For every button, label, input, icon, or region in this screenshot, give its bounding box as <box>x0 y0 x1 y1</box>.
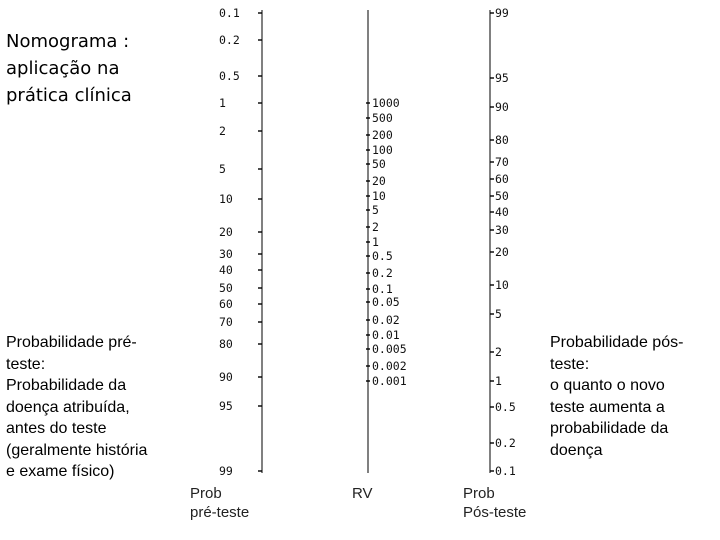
pre-test-tick-label: 20 <box>219 225 233 239</box>
pre-test-tick-label: 40 <box>219 263 233 277</box>
post-test-tick-label: 40 <box>495 205 509 219</box>
rv-axis-caption: RV <box>352 485 373 502</box>
post-test-tick-label: 0.2 <box>495 436 516 450</box>
pre-test-tick-label: 80 <box>219 337 233 351</box>
pre-test-tick-label: 70 <box>219 315 233 329</box>
post-test-tick-label: 30 <box>495 223 509 237</box>
post-test-tick-label: 20 <box>495 245 509 259</box>
post-test-tick-label: 60 <box>495 172 509 186</box>
post-test-tick-label: 5 <box>495 307 502 321</box>
rv-tick-label: 0.002 <box>372 359 407 373</box>
rv-tick-label: 1000 <box>372 96 400 110</box>
rv-tick-label: 0.1 <box>372 282 393 296</box>
rv-tick-label: 10 <box>372 189 386 203</box>
pre-test-tick-label: 2 <box>219 124 226 138</box>
pre-test-ticks <box>219 6 262 478</box>
rv-tick-label: 0.01 <box>372 328 400 342</box>
rv-tick-label: 0.05 <box>372 295 400 309</box>
rv-tick-label: 0.005 <box>372 342 407 356</box>
pre-test-tick-label: 90 <box>219 370 233 384</box>
post-test-tick-label: 95 <box>495 71 509 85</box>
rv-ticks <box>366 96 407 388</box>
post-test-tick-label: 1 <box>495 374 502 388</box>
post-test-tick-label: 10 <box>495 278 509 292</box>
pre-test-tick-label: 0.5 <box>219 69 240 83</box>
post-test-axis-caption: Prob Pós-teste <box>463 485 527 521</box>
post-test-ticks <box>490 6 516 478</box>
post-test-tick-label: 0.1 <box>495 464 516 478</box>
pre-test-tick-label: 50 <box>219 281 233 295</box>
pre-test-axis-caption: Prob pré-teste <box>190 485 250 521</box>
rv-tick-label: 20 <box>372 174 386 188</box>
post-test-tick-label: 0.5 <box>495 400 516 414</box>
post-test-tick-label: 99 <box>495 6 509 20</box>
rv-tick-label: 500 <box>372 111 393 125</box>
rv-tick-label: 1 <box>372 235 379 249</box>
post-test-tick-label: 50 <box>495 189 509 203</box>
post-test-tick-label: 90 <box>495 100 509 114</box>
pre-test-tick-label: 10 <box>219 192 233 206</box>
pre-test-tick-label: 1 <box>219 96 226 110</box>
rv-tick-label: 0.001 <box>372 374 407 388</box>
page-title: Nomograma : aplicação na prática clínica <box>6 31 132 106</box>
pre-test-tick-label: 30 <box>219 247 233 261</box>
rv-tick-label: 0.2 <box>372 266 393 280</box>
rv-tick-label: 2 <box>372 220 379 234</box>
rv-tick-label: 5 <box>372 203 379 217</box>
post-test-tick-label: 70 <box>495 155 509 169</box>
post-test-tick-label: 2 <box>495 345 502 359</box>
pre-test-tick-label: 60 <box>219 297 233 311</box>
pre-test-tick-label: 95 <box>219 399 233 413</box>
pre-test-explanation: Probabilidade pré- teste: Probabilidade da doença atribuída, antes do teste (geralmente história e exame físico) <box>6 334 148 480</box>
post-test-explanation: Probabilidade pós- teste: o quanto o novo teste aumenta a probabilidade da doença <box>550 334 684 459</box>
pre-test-tick-label: 5 <box>219 162 226 176</box>
rv-tick-label: 200 <box>372 128 393 142</box>
rv-tick-label: 100 <box>372 143 393 157</box>
pre-test-tick-label: 0.2 <box>219 33 240 47</box>
rv-tick-label: 0.02 <box>372 313 400 327</box>
rv-tick-label: 50 <box>372 157 386 171</box>
rv-tick-label: 0.5 <box>372 249 393 263</box>
post-test-tick-label: 80 <box>495 133 509 147</box>
pre-test-tick-label: 99 <box>219 464 233 478</box>
pre-test-tick-label: 0.1 <box>219 6 240 20</box>
